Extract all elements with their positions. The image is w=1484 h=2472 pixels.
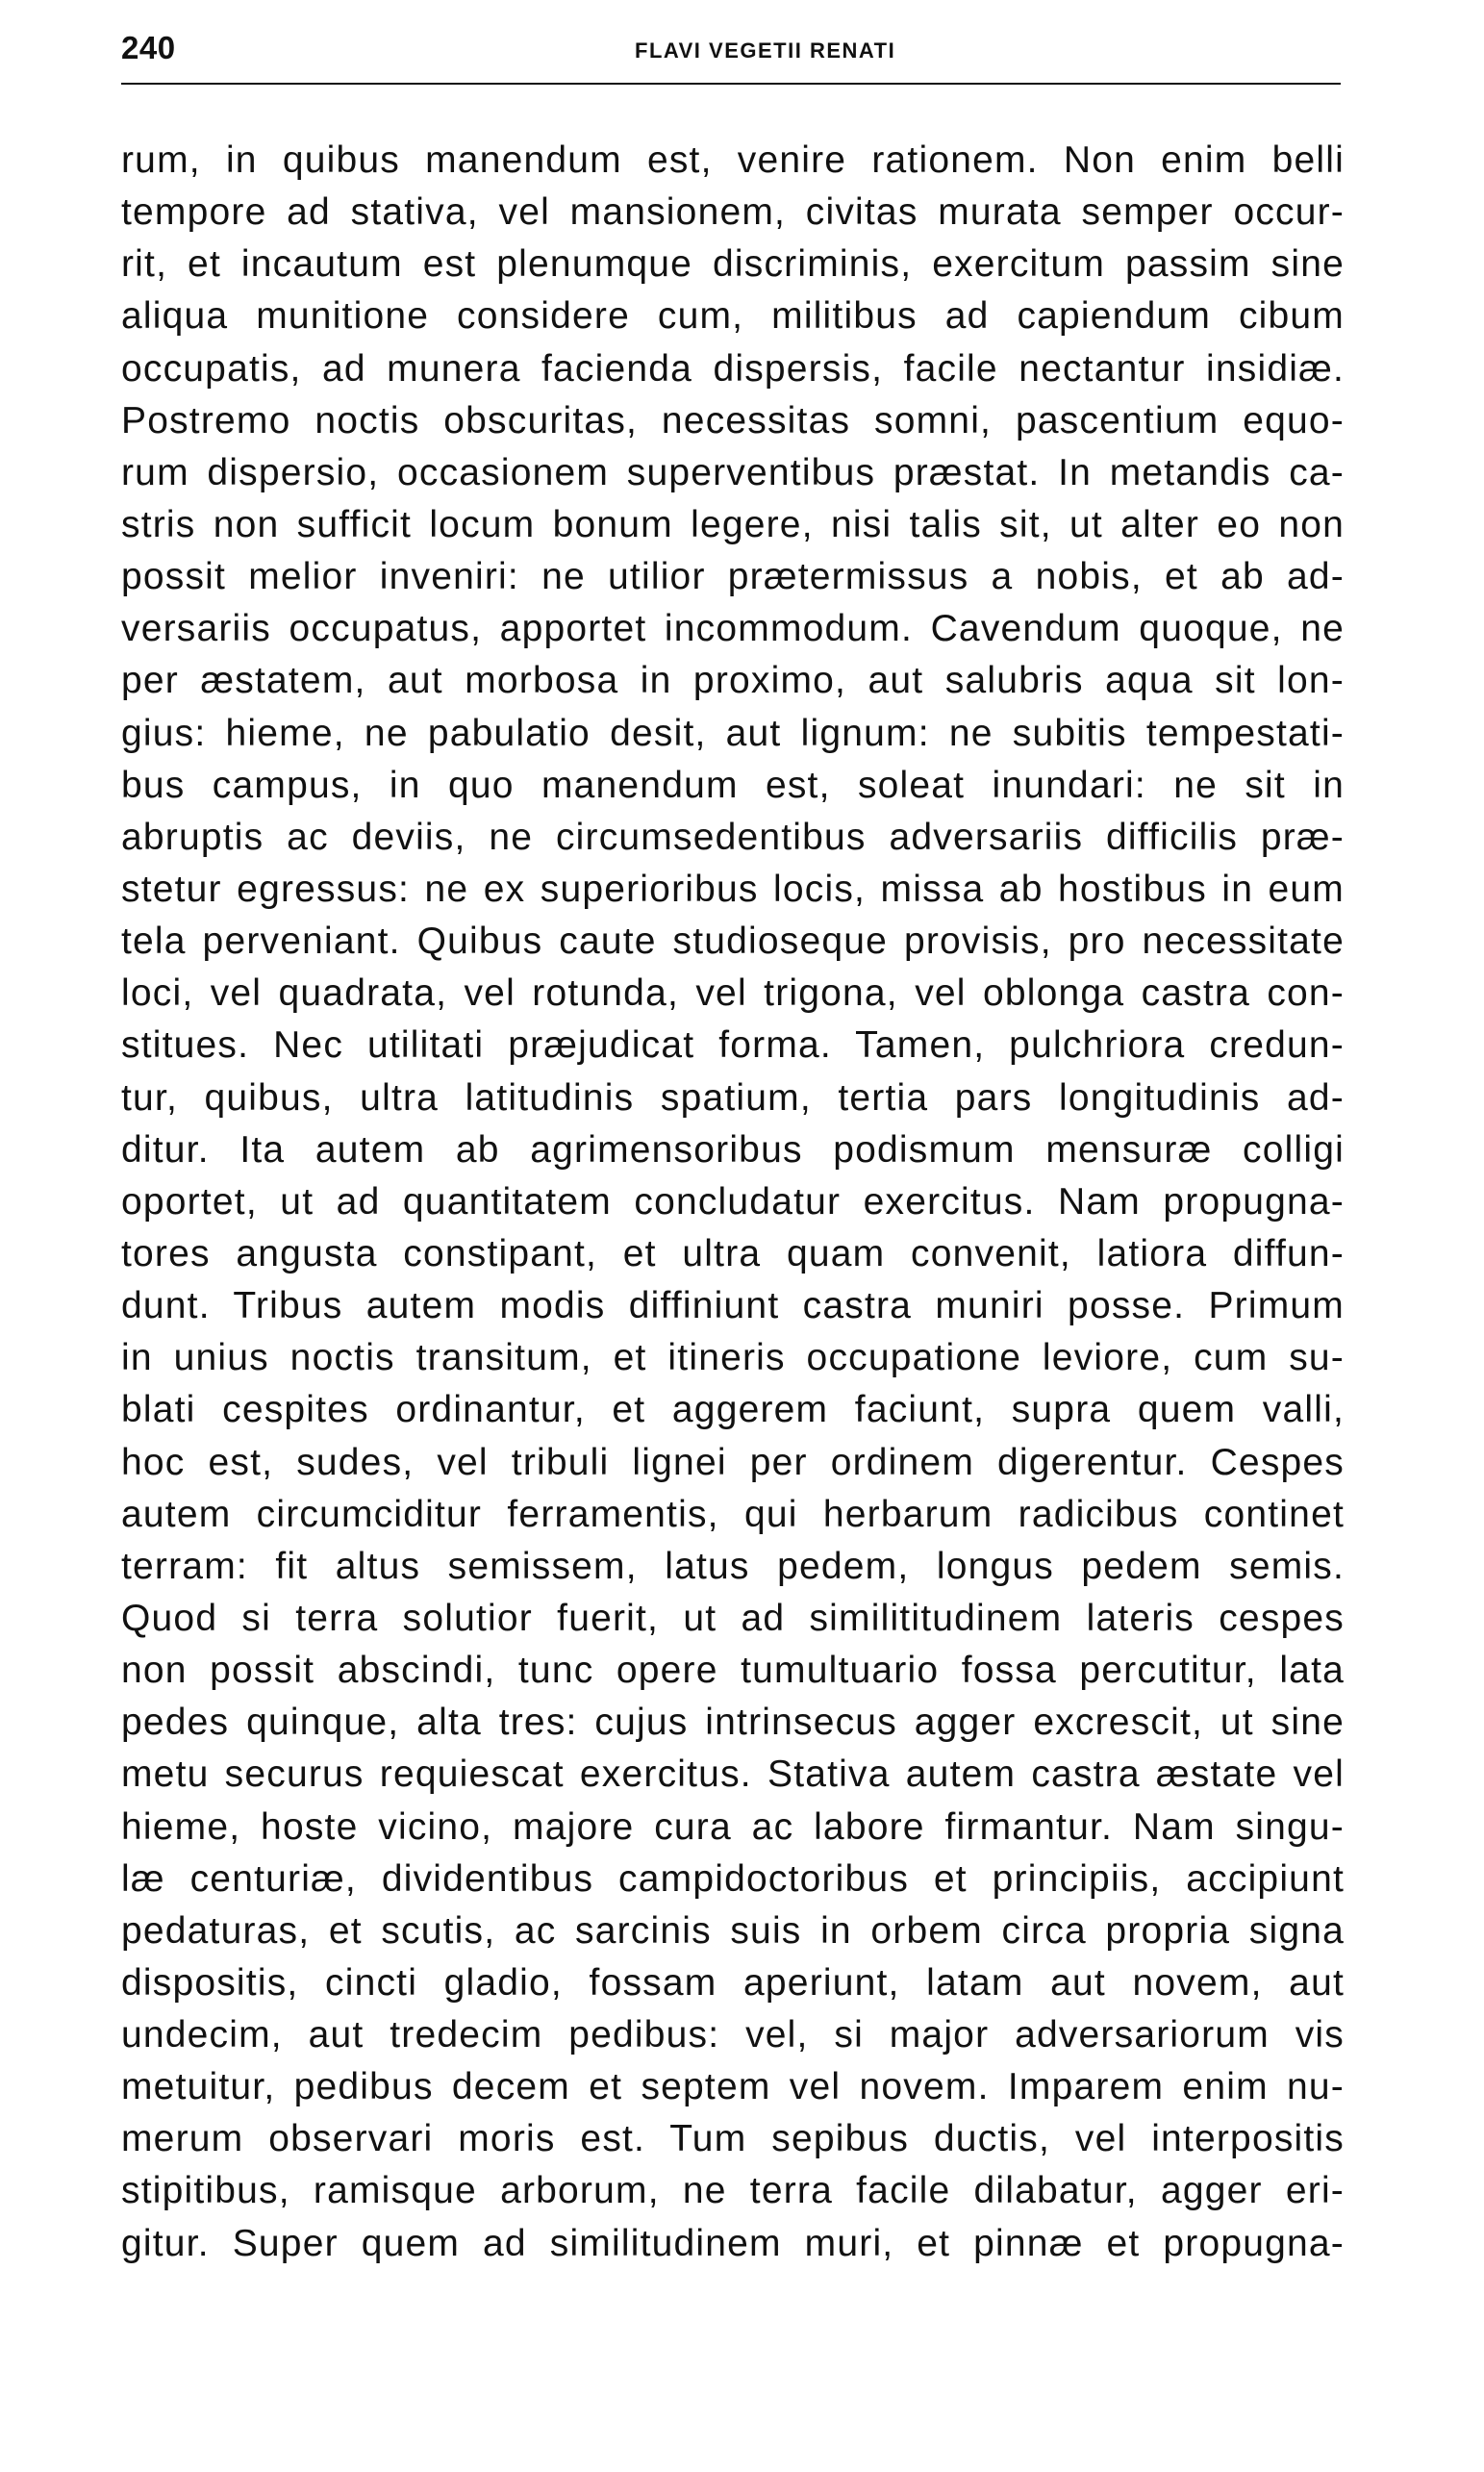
text-line: stitues. Nec utilitati præjudicat forma. Tamen, pulchriora credun- [121, 1024, 1345, 1067]
text-line: oportet, ut ad quantitatem concludatur exercitus. Nam propugna- [121, 1180, 1345, 1223]
text-line: læ centuriæ, dividentibus campidoctoribus et principiis, accipiunt [121, 1857, 1345, 1900]
text-line: abruptis ac deviis, ne circumsedentibus adversariis difficilis præ- [121, 816, 1345, 858]
text-line: dunt. Tribus autem modis diffiniunt castra muniri posse. Primum [121, 1285, 1345, 1327]
text-line: hieme, hoste vicino, majore cura ac labore firmantur. Nam singu- [121, 1805, 1345, 1848]
text-line: pedes quinque, alta tres: cujus intrinsecus agger excrescit, ut sine [121, 1702, 1345, 1744]
text-line: loci, vel quadrata, vel rotunda, vel trigona, vel oblonga castra con- [121, 972, 1345, 1015]
text-line: rum, in quibus manendum est, venire rationem. Non enim belli [121, 139, 1345, 181]
text-line: hoc est, sudes, vel tribuli lignei per ordinem digerentur. Cespes [121, 1441, 1345, 1483]
body-text [121, 135, 1345, 2270]
text-line: gius: hieme, ne pabulatio desit, aut lignum: ne subitis tempestati- [121, 712, 1345, 754]
text-line: dispositis, cincti gladio, fossam aperiunt, latam aut novem, aut [121, 1961, 1345, 2004]
text-line: in unius noctis transitum, et itineris occupatione leviore, cum su- [121, 1337, 1345, 1379]
text-line: stipitibus, ramisque arborum, ne terra facile dilabatur, agger eri- [121, 2170, 1345, 2212]
text-line: undecim, aut tredecim pedibus: vel, si major adversariorum vis [121, 2014, 1345, 2056]
running-head [121, 27, 1341, 85]
text-line: tela perveniant. Quibus caute studioseque provisis, pro necessitate [121, 921, 1345, 963]
text-line: possit melior inveniri: ne utilior prætermissus a nobis, et ab ad- [121, 556, 1345, 598]
text-line: pedaturas, et scutis, ac sarcinis suis in orbem circa propria signa [121, 1909, 1345, 1952]
text-line: aliqua munitione considere cum, militibus ad capiendum cibum [121, 295, 1345, 338]
text-line: stris non sufficit locum bonum legere, nisi talis sit, ut alter eo non [121, 503, 1345, 545]
text-line: autem circumciditur ferramentis, qui herbarum radicibus continet [121, 1493, 1345, 1535]
running-title: FLAVI VEGETII RENATI [635, 38, 896, 63]
text-line: ditur. Ita autem ab agrimensoribus podismum mensuræ colligi [121, 1128, 1345, 1171]
text-line: tores angusta constipant, et ultra quam convenit, latiora diffun- [121, 1232, 1345, 1274]
text-line: rum dispersio, occasionem superventibus præstat. In metandis ca- [121, 451, 1345, 493]
text-line: per æstatem, aut morbosa in proximo, aut salubris aqua sit lon- [121, 660, 1345, 702]
text-line: gitur. Super quem ad similitudinem muri, et pinnæ et propugna- [121, 2222, 1345, 2264]
text-line: bus campus, in quo manendum est, soleat inundari: ne sit in [121, 764, 1345, 806]
text-line: occupatis, ad munera facienda dispersis, facile nectantur insidiæ. [121, 347, 1345, 390]
text-line: tur, quibus, ultra latitudinis spatium, tertia pars longitudinis ad- [121, 1076, 1345, 1119]
text-line: Postremo noctis obscuritas, necessitas somni, pascentium equo- [121, 399, 1345, 441]
page-number: 240 [121, 30, 176, 65]
text-line: versariis occupatus, apportet incommodum. Cavendum quoque, ne [121, 608, 1345, 650]
text-line: non possit abscindi, tunc opere tumultuario fossa percutitur, lata [121, 1650, 1345, 1692]
text-line: rit, et incautum est plenumque discriminis, exercitum passim sine [121, 243, 1345, 286]
text-line: metuitur, pedibus decem et septem vel novem. Imparem enim nu- [121, 2066, 1345, 2108]
text-line: tempore ad stativa, vel mansionem, civitas murata semper occur- [121, 191, 1345, 234]
text-line: Quod si terra solutior fuerit, ut ad similititudinem lateris cespes [121, 1597, 1345, 1639]
text-line: blati cespites ordinantur, et aggerem faciunt, supra quem valli, [121, 1389, 1345, 1431]
text-line: stetur egressus: ne ex superioribus locis, missa ab hostibus in eum [121, 868, 1345, 910]
text-line: metu securus requiescat exercitus. Stativa autem castra æstate vel [121, 1753, 1345, 1796]
text-line: merum observari moris est. Tum sepibus ductis, vel interpositis [121, 2118, 1345, 2160]
text-line: terram: fit altus semissem, latus pedem, longus pedem semis. [121, 1545, 1345, 1587]
